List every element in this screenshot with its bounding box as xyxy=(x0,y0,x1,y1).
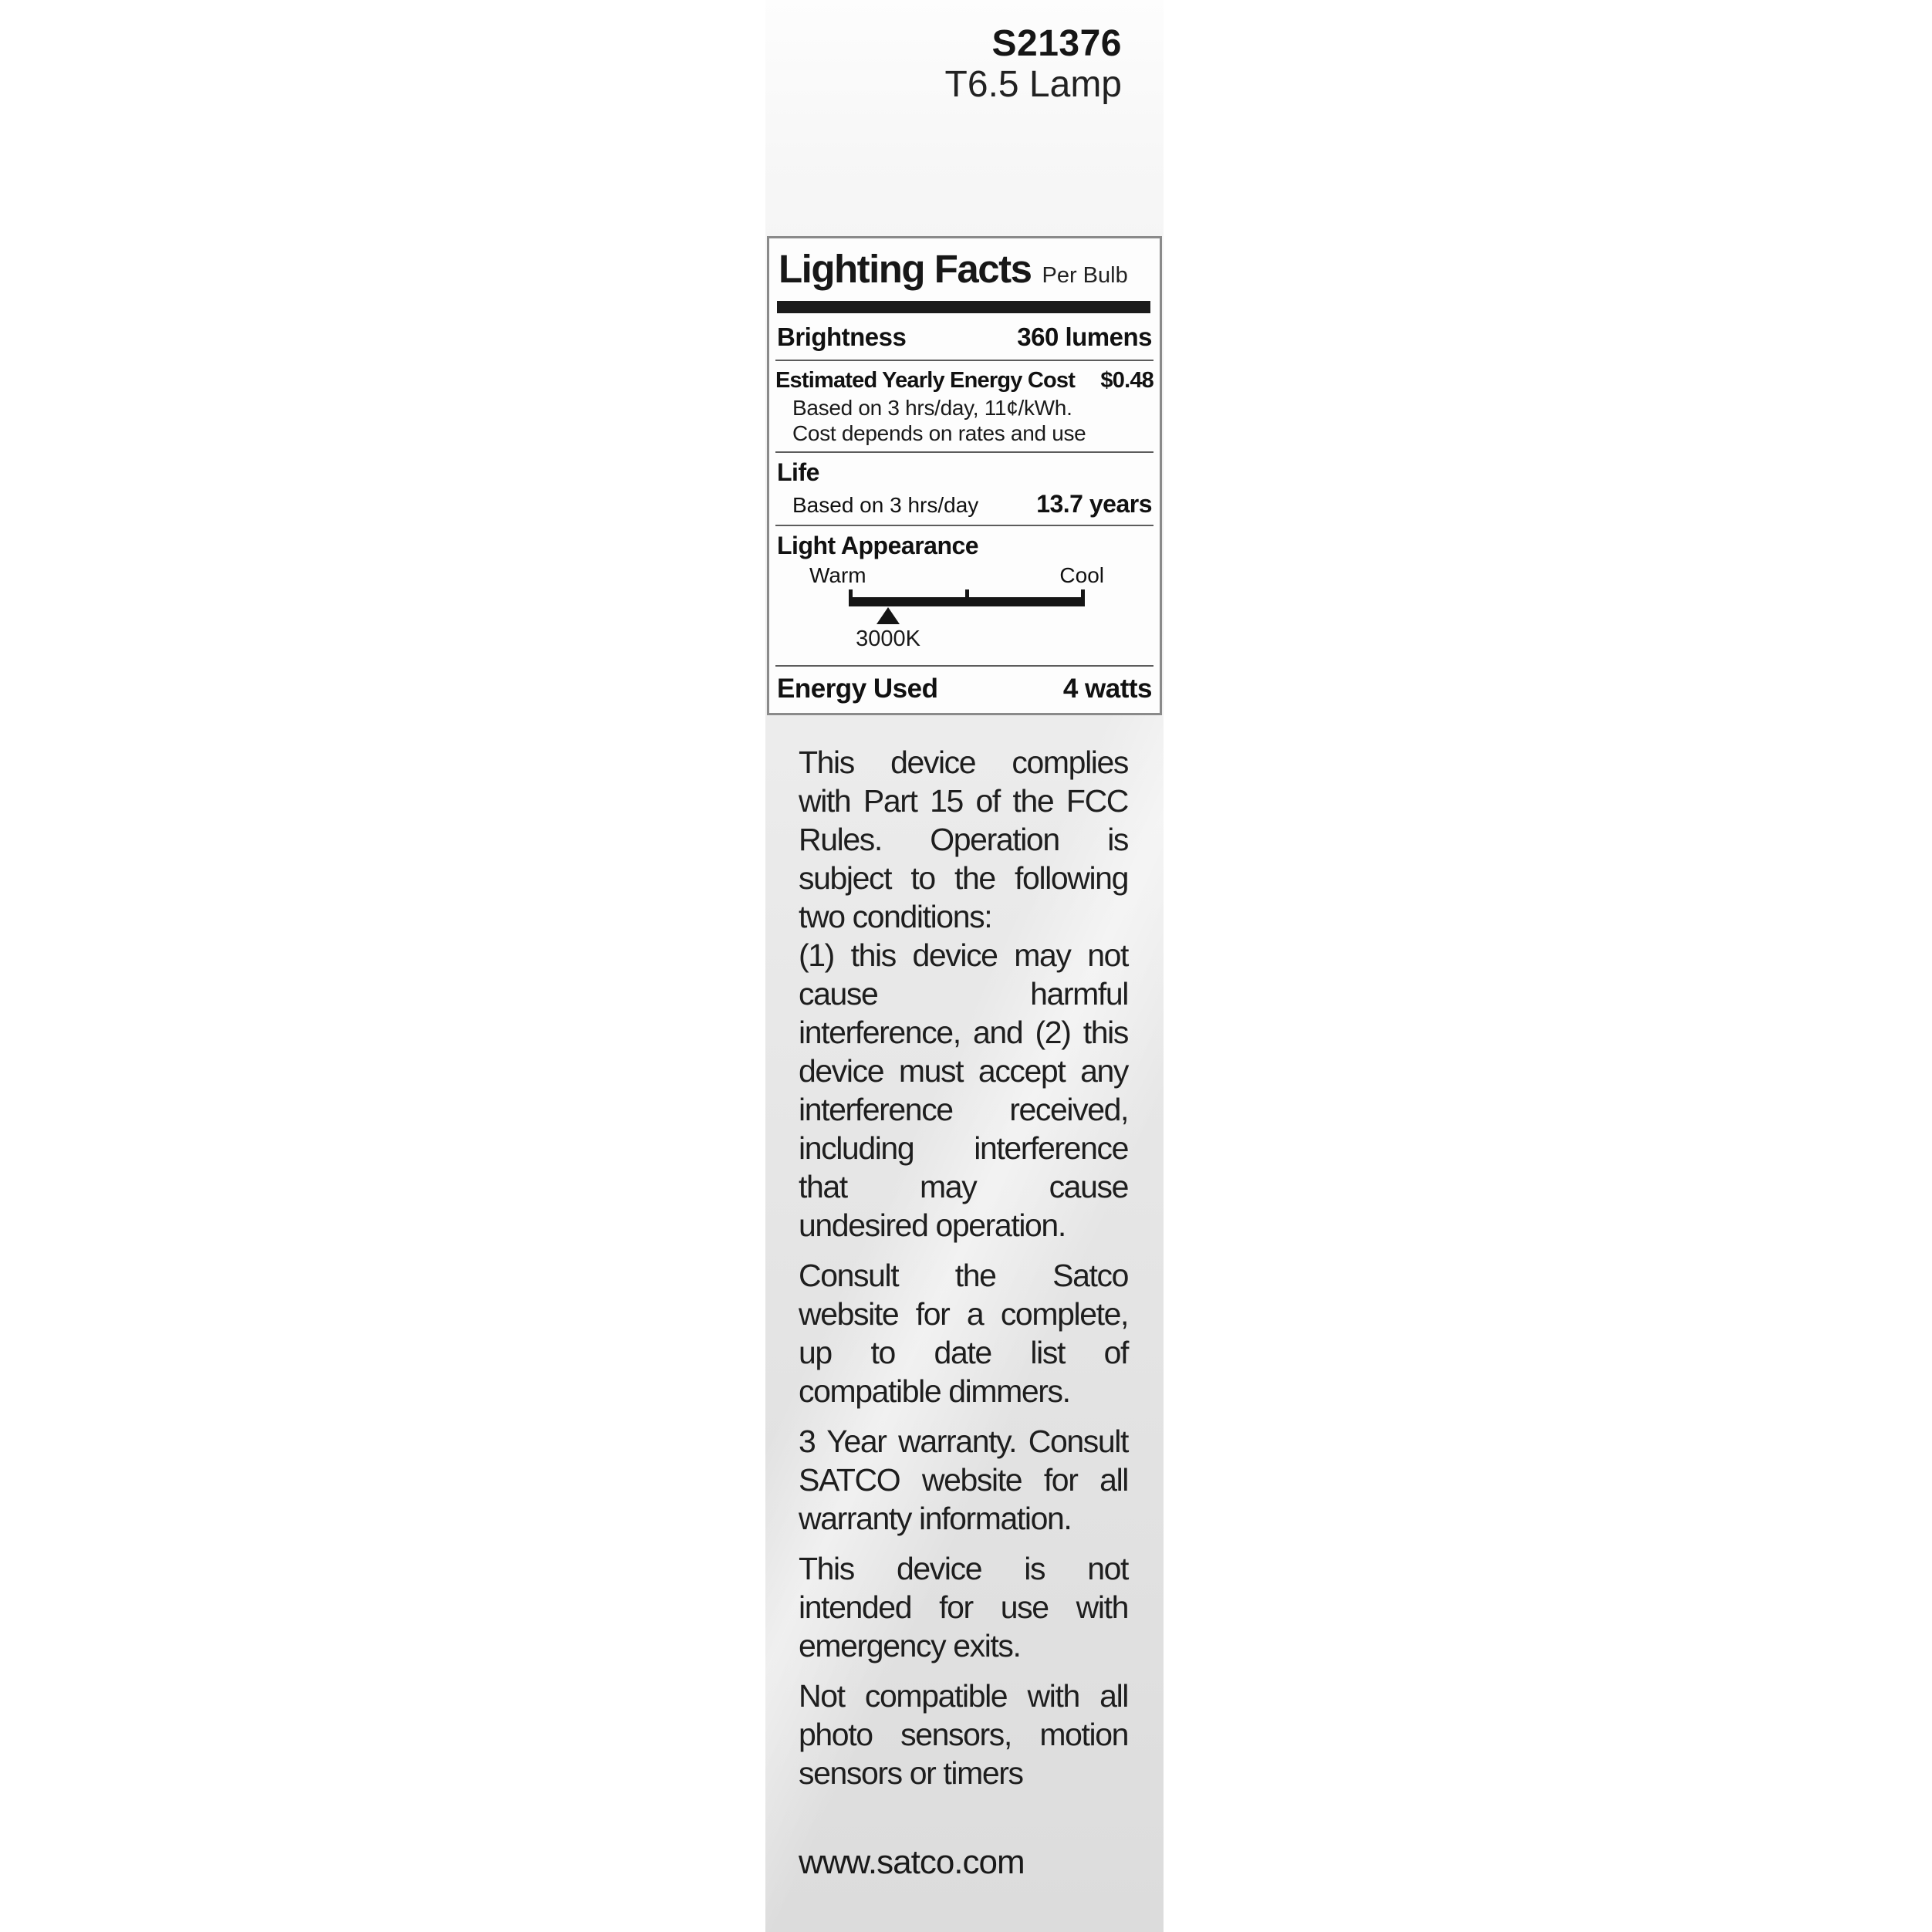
life-value: 13.7 years xyxy=(1036,490,1152,518)
lighting-facts-header xyxy=(775,238,1153,298)
product-label xyxy=(765,0,1164,1932)
cool-label: Cool xyxy=(1059,563,1104,587)
energy-used-label: Energy Used xyxy=(777,674,938,704)
divider-bar xyxy=(777,301,1150,313)
life-basis: Based on 3 hrs/day xyxy=(792,493,979,517)
warm-cool-row xyxy=(775,562,1153,588)
energy-cost-note: Cost depends on rates and use xyxy=(792,421,1086,445)
life-label: Life xyxy=(777,458,819,486)
website-url: www.satco.com xyxy=(799,1843,1025,1881)
brightness-row xyxy=(775,313,1153,360)
energy-used-row xyxy=(775,667,1153,713)
scale-tick-left xyxy=(849,589,853,606)
light-appearance-label: Light Appearance xyxy=(777,532,979,559)
energy-cost-note: Based on 3 hrs/day, 11¢/kWh. xyxy=(792,396,1072,420)
fcc-paragraph: (1) this device may not cause harmful interference, and (2) this device must accept any interference received, including interference that may cause undesired operation. xyxy=(799,937,1128,1243)
sensor-compatibility-paragraph: Not compatible with all photo sensors, motion sensors or timers xyxy=(799,1678,1128,1791)
life-row xyxy=(775,488,1153,525)
regulatory-text xyxy=(799,743,1128,1882)
color-temperature-scale xyxy=(775,589,1153,665)
energy-cost-row xyxy=(775,361,1153,395)
energy-cost-value: $0.48 xyxy=(1100,368,1153,393)
lighting-facts-title: Lighting Facts xyxy=(779,247,1032,291)
lighting-facts-panel xyxy=(767,236,1162,715)
scale-tick-middle xyxy=(965,589,969,606)
fcc-paragraph: This device complies with Part 15 of the FCC Rules. Operation is subject to the following two conditions: xyxy=(799,745,1128,934)
energy-used-value: 4 watts xyxy=(1062,674,1152,704)
warranty-paragraph: 3 Year warranty. Consult SATCO website for all warranty information. xyxy=(799,1424,1128,1536)
energy-cost-label: Estimated Yearly Energy Cost xyxy=(775,368,1076,393)
warm-label: Warm xyxy=(809,563,866,587)
scale-tick-right xyxy=(1081,589,1085,606)
color-temperature-marker-icon xyxy=(876,607,900,624)
brightness-value: 360 lumens xyxy=(1017,323,1152,351)
product-name: T6.5 Lamp xyxy=(944,64,1122,105)
dimmer-paragraph: Consult the Satco website for a complete, up to date list of compatible dimmers. xyxy=(799,1258,1128,1409)
brightness-label: Brightness xyxy=(777,323,907,351)
lighting-facts-per-unit: Per Bulb xyxy=(1042,263,1128,288)
color-temperature-value: 3000K xyxy=(856,627,920,651)
emergency-exit-paragraph: This device is not intended for use with emergency exits. xyxy=(799,1551,1128,1663)
product-sku: S21376 xyxy=(991,23,1122,64)
product-title-block xyxy=(765,0,1164,105)
